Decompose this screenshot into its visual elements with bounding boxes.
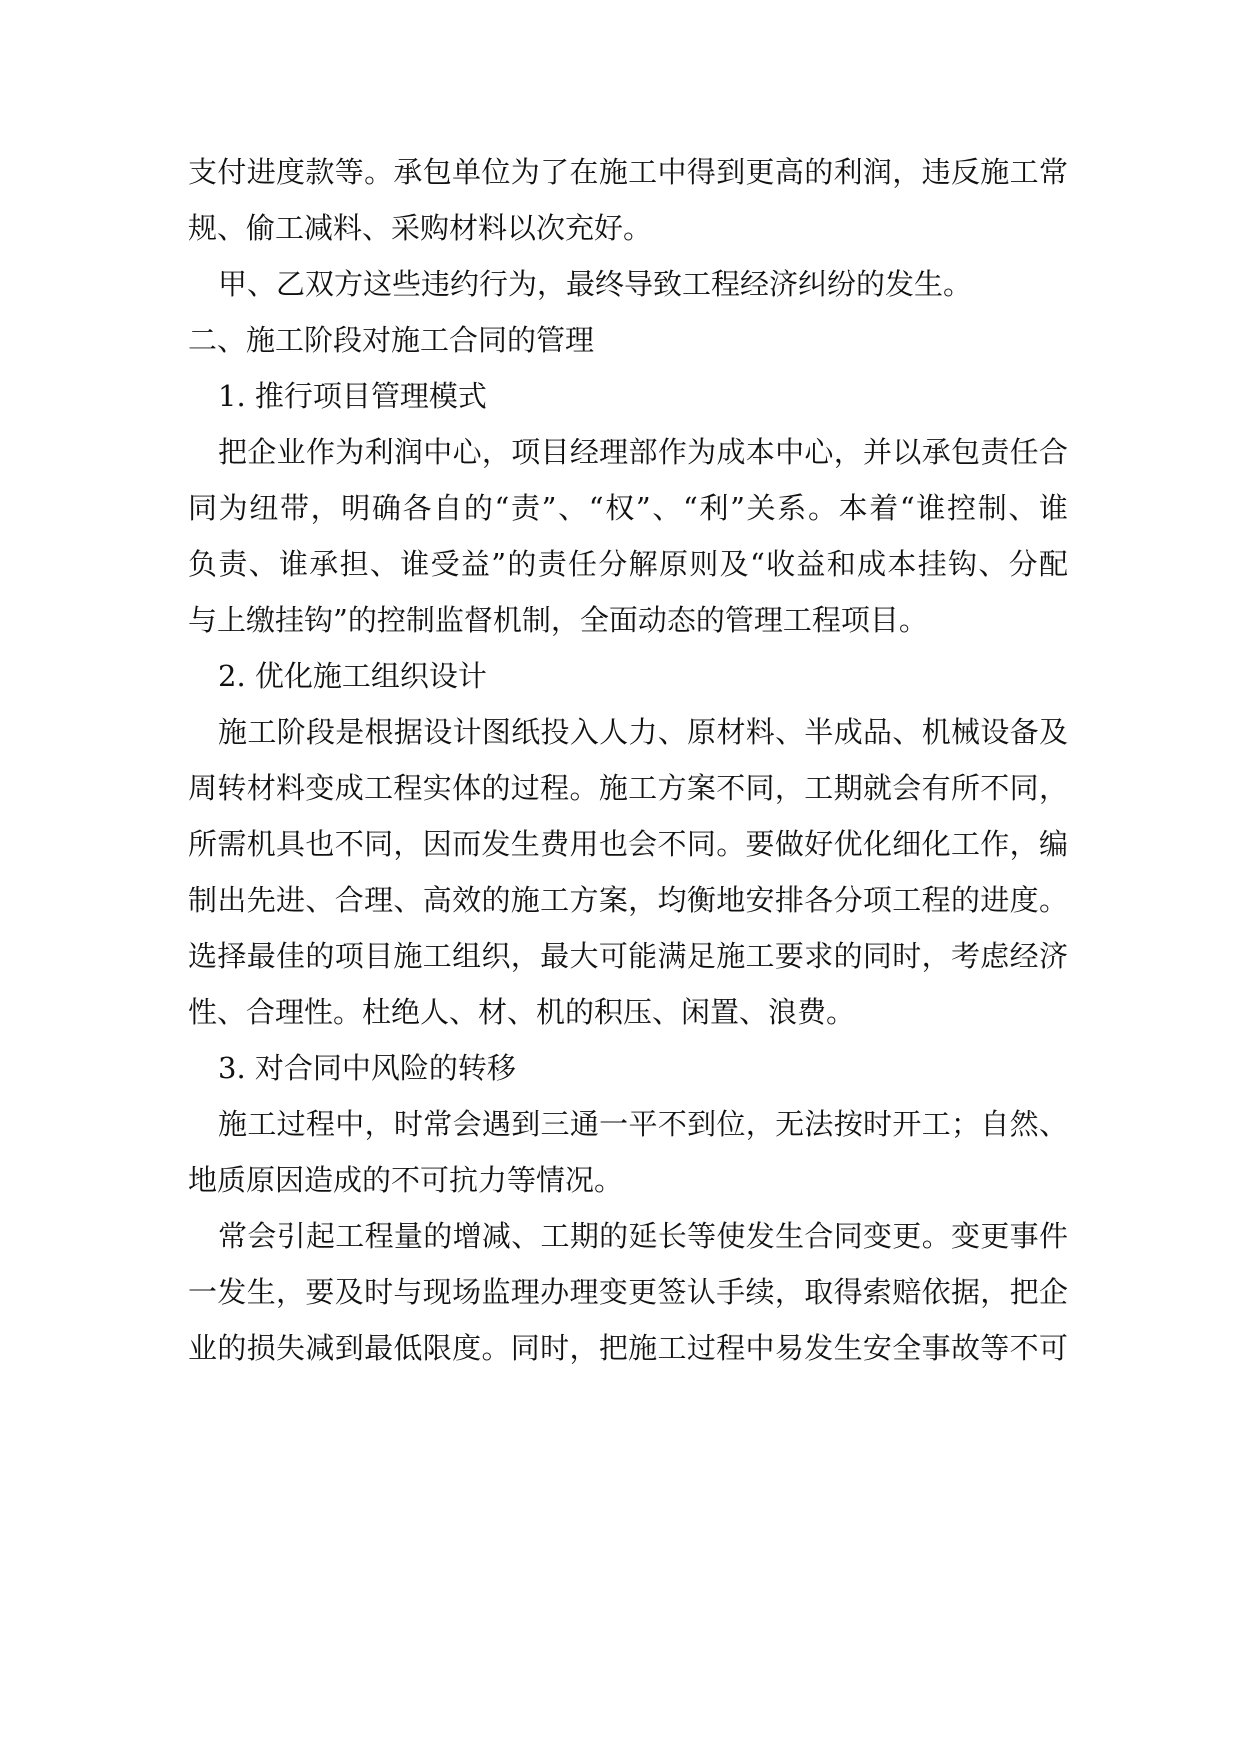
text-line: 施工阶段是根据设计图纸投入人力、原材料、半成品、机械设备及 [218,715,1068,749]
text-line: 地质原因造成的不可抗力等情况。 [188,1163,624,1197]
text-line: 甲、乙双方这些违约行为，最终导致工程经济纠纷的发生。 [218,267,973,301]
text-line: 业的损失减到最低限度。同时，把施工过程中易发生安全事故等不可 [188,1331,1068,1365]
text-line: 选择最佳的项目施工组织，最大可能满足施工要求的同时，考虑经济 [188,939,1068,973]
text-line: 制出先进、合理、高效的施工方案，均衡地安排各分项工程的进度。 [188,883,1068,917]
text-line: 施工过程中，时常会遇到三通一平不到位，无法按时开工；自然、 [218,1107,1068,1141]
text-line: 把企业作为利润中心，项目经理部作为成本中心，并以承包责任合 [218,435,1068,469]
text-line: 一发生，要及时与现场监理办理变更签认手续，取得索赔依据，把企 [188,1275,1068,1309]
text-line: 周转材料变成工程实体的过程。施工方案不同，工期就会有所不同， [188,771,1068,805]
text-line: 规、偷工减料、采购材料以次充好。 [188,211,653,245]
text-line: 同为纽带，明确各自的“责”、“权”、“利”关系。本着“谁控制、谁 [188,491,1068,525]
text-line: 支付进度款等。承包单位为了在施工中得到更高的利润，违反施工常 [188,155,1068,189]
section-heading: 二、施工阶段对施工合同的管理 [188,323,595,357]
text-line: 所需机具也不同，因而发生费用也会不同。要做好优化细化工作，编 [188,827,1068,861]
subsection-heading: 3. 对合同中风险的转移 [218,1051,516,1085]
subsection-heading: 2. 优化施工组织设计 [218,659,487,693]
text-line: 性、合理性。杜绝人、材、机的积压、闲置、浪费。 [188,995,856,1029]
text-line: 与上缴挂钩”的控制监督机制，全面动态的管理工程项目。 [188,603,928,637]
text-line: 负责、谁承担、谁受益”的责任分解原则及“收益和成本挂钩、分配 [188,547,1068,581]
subsection-heading: 1. 推行项目管理模式 [218,379,487,413]
text-line: 常会引起工程量的增减、工期的延长等使发生合同变更。变更事件 [218,1219,1068,1253]
